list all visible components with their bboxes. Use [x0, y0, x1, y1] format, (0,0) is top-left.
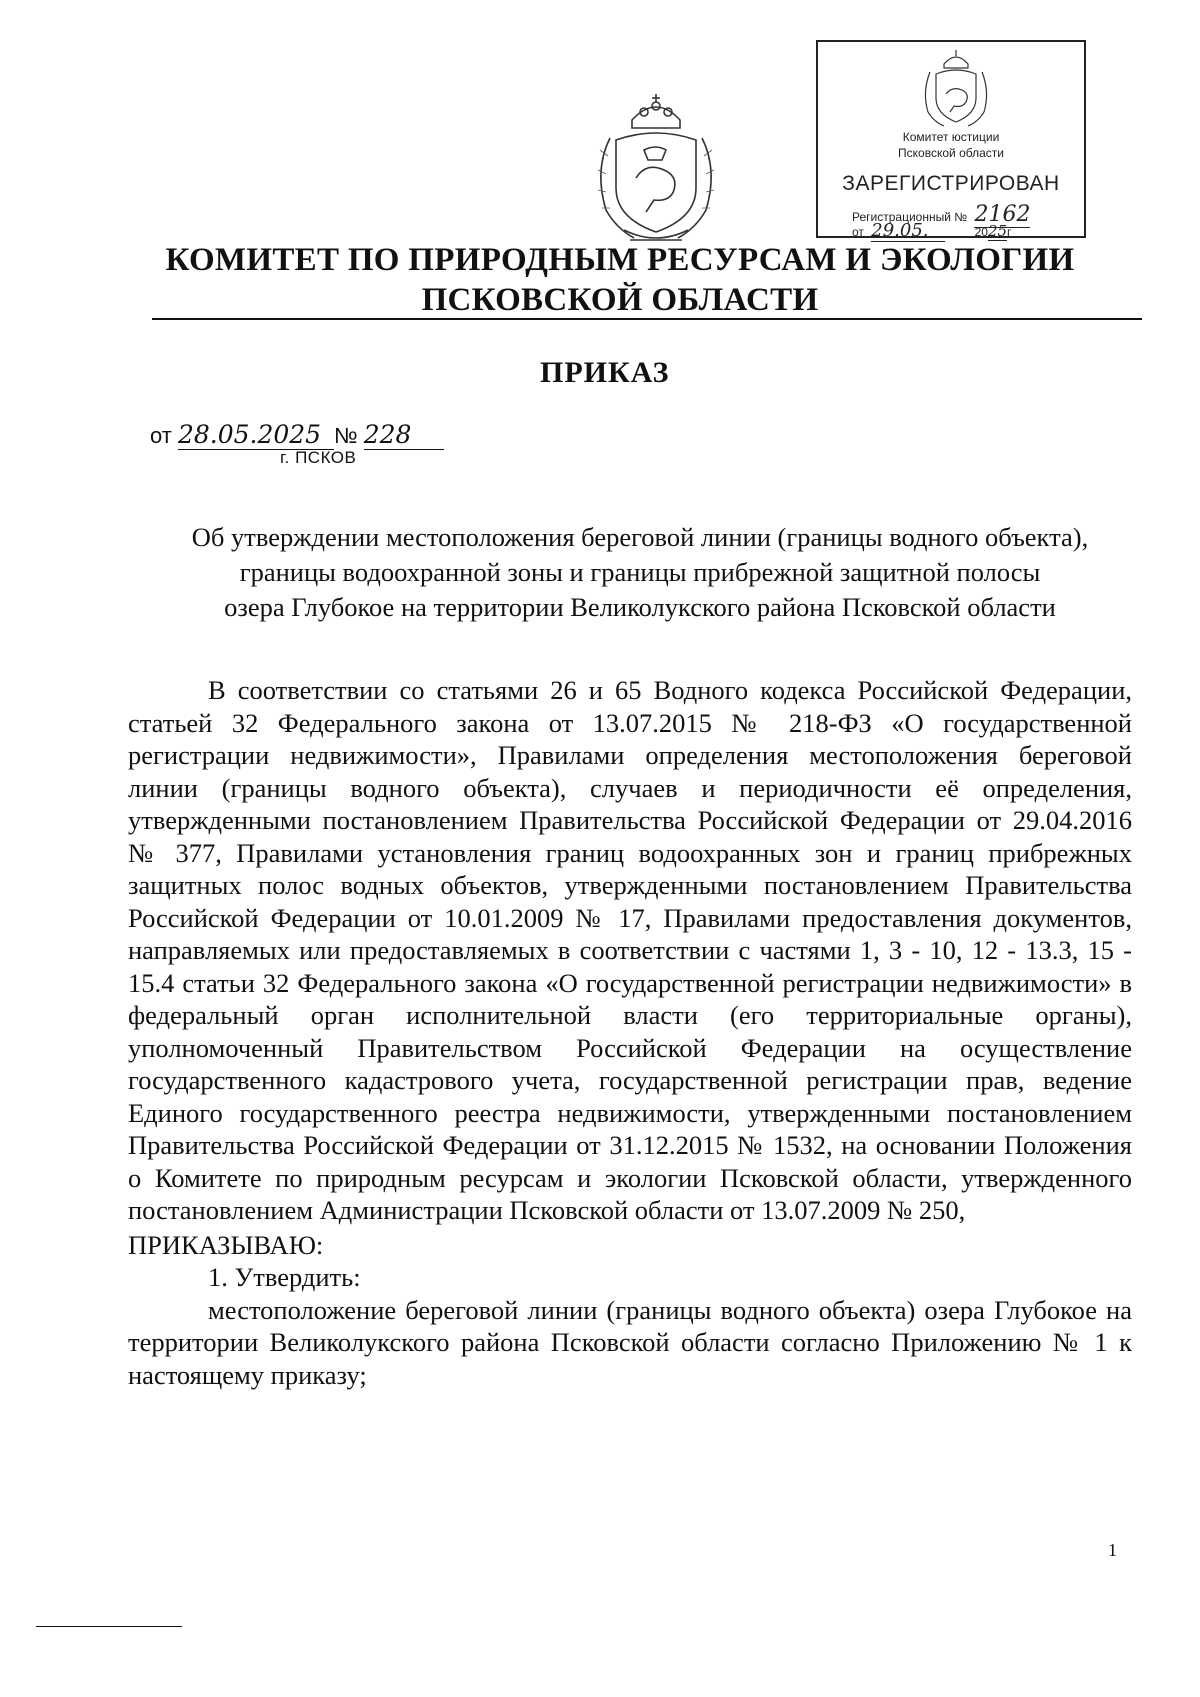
order-date-number-line: [150, 420, 444, 450]
verdict-heading: ПРИКАЗЫВАЮ:: [128, 1229, 324, 1260]
stamp-organization-line1: Комитет юстиции: [902, 130, 1000, 144]
subject-line2: границы водоохранной зоны и границы прибрежной защитной полосы: [239, 557, 1041, 587]
order-number-prefix: №: [333, 423, 358, 448]
stamp-coat-of-arms-icon: [918, 48, 994, 130]
order-date-value: 28.05.2025: [178, 420, 334, 450]
stamp-year-value: 25: [987, 222, 1008, 240]
stamp-organization-line2: Псковской области: [898, 146, 1004, 160]
order-date-prefix: от: [150, 423, 172, 448]
subject-line1: Об утверждении местоположения береговой линии (границы водного объекта),: [191, 522, 1089, 552]
stamp-year-suffix: г: [1007, 225, 1012, 239]
footnote-divider: [36, 1626, 182, 1627]
stamp-reg-label: Регистрационный №: [852, 210, 968, 224]
stamp-date-label: от: [852, 225, 864, 239]
stamp-status: ЗАРЕГИСТРИРОВАН: [842, 172, 1060, 195]
stamp-date-value: 29.05.: [871, 220, 945, 242]
organization-title-line1: КОМИТЕТ ПО ПРИРОДНЫМ РЕСУРСАМ И ЭКОЛОГИИ: [165, 242, 1075, 278]
organization-title: [150, 240, 1090, 320]
registration-stamp: [816, 40, 1086, 241]
order-body: [128, 674, 1132, 1391]
organization-title-line2: ПСКОВСКОЙ ОБЛАСТИ: [421, 282, 819, 318]
order-number-value: 228: [364, 420, 444, 450]
preamble-paragraph: В соответствии со статьями 26 и 65 Водного кодекса Российской Федерации, статьей 32 Федерального закона от 13.07.2015 № 218-ФЗ «О государственной регистрации недвижимости», Правилами определения местоположения береговой линии (границы водного объекта), случаев и периодичности её определения, утвержденными постановлением Правительства Российской Федерации от 29.04.2016 № 377, Правилами установления границ водоохранных зон и границ прибрежных защитных полос водных объектов, утвержденными постановлением Правительства Российской Федерации от 10.01.2009 № 17, Правилами предоставления документов, направляемых или предоставляемых в соответствии с частями 1, 3 - 10, 12 - 13.3, 15 - 15.4 статьи 32 Федерального закона «О государственной регистрации недвижимости» в федеральный орган исполнительной власти (его территориальные органы), уполномоченный Правительством Российской Федерации на осуществление государственного кадастрового учета, государственной регистрации прав, ведение Единого государственного реестра недвижимости, утвержденными постановлением Правительства Российской Федерации от 31.12.2015 № 1532, на основании Положения о Комитете по природным ресурсам и экологии Псковской области, утвержденного постановлением Администрации Псковской области от 13.07.2009 № 250,: [128, 675, 1132, 1225]
order-subject: [150, 520, 1130, 625]
subject-line3: озера Глубокое на территории Великолукского района Псковской области: [224, 592, 1056, 622]
item1-text: местоположение береговой линии (границы водного объекта) озера Глубокое на территории Великолукского района Псковской области согласно Приложению № 1 к настоящему приказу;: [128, 1294, 1132, 1390]
page-number: 1: [1108, 1540, 1117, 1560]
stamp-year-prefix: 20: [974, 225, 988, 239]
coat-of-arms-icon: [586, 90, 726, 250]
order-city: г. ПСКОВ: [280, 448, 357, 467]
document-type-title: ПРИКАЗ: [540, 356, 670, 389]
coat-of-arms-emblem: [586, 90, 726, 250]
header-divider: [152, 318, 1142, 320]
item1-title: 1. Утвердить:: [208, 1262, 361, 1292]
stamp-date-row: [852, 220, 1011, 242]
stamp-reg-number: 2162: [974, 202, 1031, 227]
